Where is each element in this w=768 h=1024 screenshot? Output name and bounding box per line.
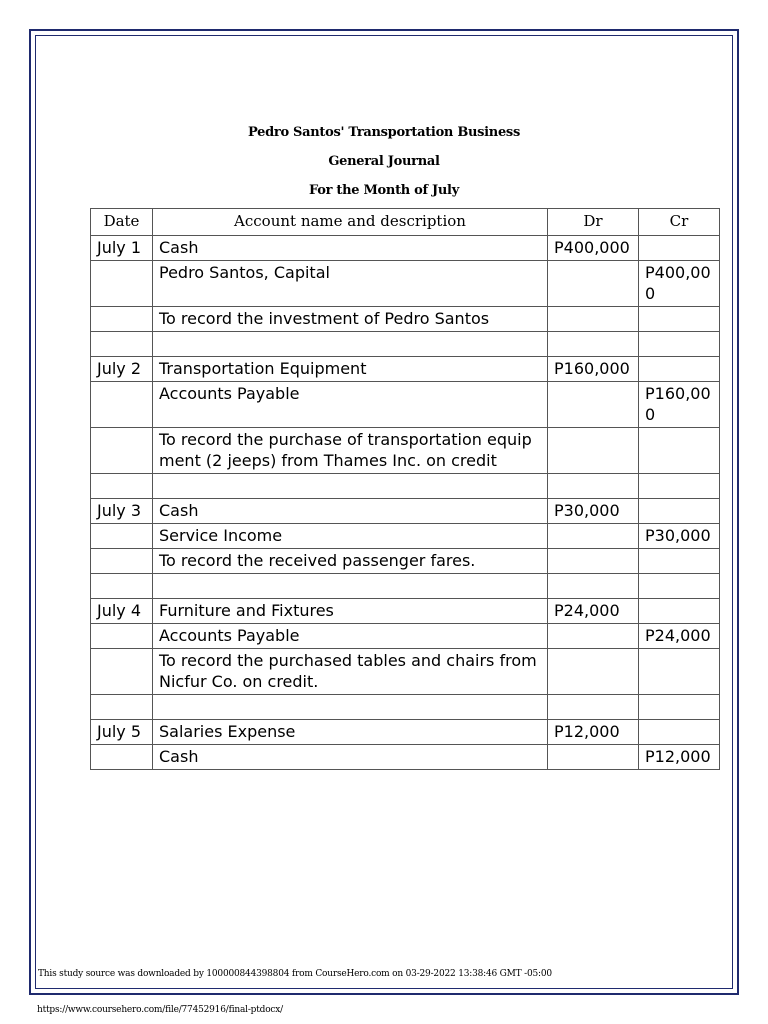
date-cell — [91, 382, 153, 428]
credit-cell: P400,000 — [639, 261, 720, 307]
date-cell: July 3 — [91, 499, 153, 524]
table-row — [91, 332, 720, 357]
debit-cell — [548, 574, 639, 599]
credit-cell — [639, 428, 720, 474]
table-row — [91, 474, 720, 499]
table-row — [91, 599, 720, 624]
account-cell — [153, 332, 548, 357]
debit-cell: P160,000 — [548, 357, 639, 382]
debit-cell — [548, 332, 639, 357]
date-cell: July 2 — [91, 357, 153, 382]
table-row — [91, 574, 720, 599]
table-row — [91, 695, 720, 720]
account-cell: Furniture and Fixtures — [153, 599, 548, 624]
credit-cell — [639, 499, 720, 524]
debit-cell: P30,000 — [548, 499, 639, 524]
account-cell: Pedro Santos, Capital — [153, 261, 548, 307]
journal-body — [91, 236, 720, 770]
account-cell: Accounts Payable — [153, 382, 548, 428]
account-cell — [153, 574, 548, 599]
debit-cell — [548, 745, 639, 770]
period-title: For the Month of July — [309, 183, 459, 198]
account-cell — [153, 695, 548, 720]
table-row — [91, 307, 720, 332]
credit-cell — [639, 357, 720, 382]
debit-cell: P24,000 — [548, 599, 639, 624]
source-note: This study source was downloaded by 100000844398804 from CourseHero.com on 03-29-2022 13:38:46 GMT -05:00 — [38, 969, 552, 979]
date-cell — [91, 745, 153, 770]
debit-cell — [548, 261, 639, 307]
general-journal-table — [90, 208, 720, 770]
table-row — [91, 428, 720, 474]
business-title: Pedro Santos' Transportation Business — [248, 125, 520, 140]
account-cell: To record the investment of Pedro Santos — [153, 307, 548, 332]
table-row — [91, 549, 720, 574]
credit-cell — [639, 599, 720, 624]
credit-cell: P30,000 — [639, 524, 720, 549]
table-row — [91, 261, 720, 307]
account-cell: To record the purchase of transportation equipment (2 jeeps) from Thames Inc. on credit — [153, 428, 548, 474]
credit-cell — [639, 720, 720, 745]
credit-cell: P12,000 — [639, 745, 720, 770]
table-row — [91, 745, 720, 770]
account-cell: Cash — [153, 236, 548, 261]
debit-cell — [548, 624, 639, 649]
date-cell — [91, 307, 153, 332]
account-cell: Salaries Expense — [153, 720, 548, 745]
date-cell — [91, 549, 153, 574]
debit-cell — [548, 695, 639, 720]
date-cell — [91, 524, 153, 549]
column-header-account: Account name and description — [153, 209, 548, 236]
date-cell: July 1 — [91, 236, 153, 261]
account-cell: Accounts Payable — [153, 624, 548, 649]
credit-cell — [639, 574, 720, 599]
debit-cell — [548, 428, 639, 474]
table-row — [91, 236, 720, 261]
date-cell — [91, 474, 153, 499]
date-cell — [91, 624, 153, 649]
account-cell: Service Income — [153, 524, 548, 549]
table-row — [91, 720, 720, 745]
date-cell — [91, 649, 153, 695]
credit-cell — [639, 549, 720, 574]
credit-cell — [639, 307, 720, 332]
debit-cell — [548, 524, 639, 549]
account-cell: To record the purchased tables and chairs from Nicfur Co. on credit. — [153, 649, 548, 695]
date-cell — [91, 261, 153, 307]
column-header-dr: Dr — [548, 209, 639, 236]
column-header-date: Date — [91, 209, 153, 236]
date-cell: July 5 — [91, 720, 153, 745]
table-row — [91, 499, 720, 524]
table-row — [91, 624, 720, 649]
date-cell — [91, 332, 153, 357]
table-row — [91, 524, 720, 549]
account-cell: Cash — [153, 745, 548, 770]
debit-cell — [548, 649, 639, 695]
credit-cell — [639, 695, 720, 720]
credit-cell — [639, 474, 720, 499]
debit-cell — [548, 307, 639, 332]
debit-cell — [548, 549, 639, 574]
credit-cell — [639, 236, 720, 261]
date-cell — [91, 428, 153, 474]
table-row — [91, 649, 720, 695]
date-cell — [91, 695, 153, 720]
credit-cell: P160,000 — [639, 382, 720, 428]
account-cell — [153, 474, 548, 499]
column-header-cr: Cr — [639, 209, 720, 236]
account-cell: To record the received passenger fares. — [153, 549, 548, 574]
journal-title: General Journal — [328, 154, 440, 169]
account-cell: Cash — [153, 499, 548, 524]
debit-cell — [548, 382, 639, 428]
debit-cell: P12,000 — [548, 720, 639, 745]
date-cell: July 4 — [91, 599, 153, 624]
table-row — [91, 382, 720, 428]
debit-cell: P400,000 — [548, 236, 639, 261]
credit-cell — [639, 332, 720, 357]
table-row — [91, 357, 720, 382]
date-cell — [91, 574, 153, 599]
debit-cell — [548, 474, 639, 499]
credit-cell: P24,000 — [639, 624, 720, 649]
page-url[interactable]: https://www.coursehero.com/file/77452916/final-ptdocx/ — [37, 1005, 283, 1015]
account-cell: Transportation Equipment — [153, 357, 548, 382]
credit-cell — [639, 649, 720, 695]
table-header-row — [91, 209, 720, 236]
